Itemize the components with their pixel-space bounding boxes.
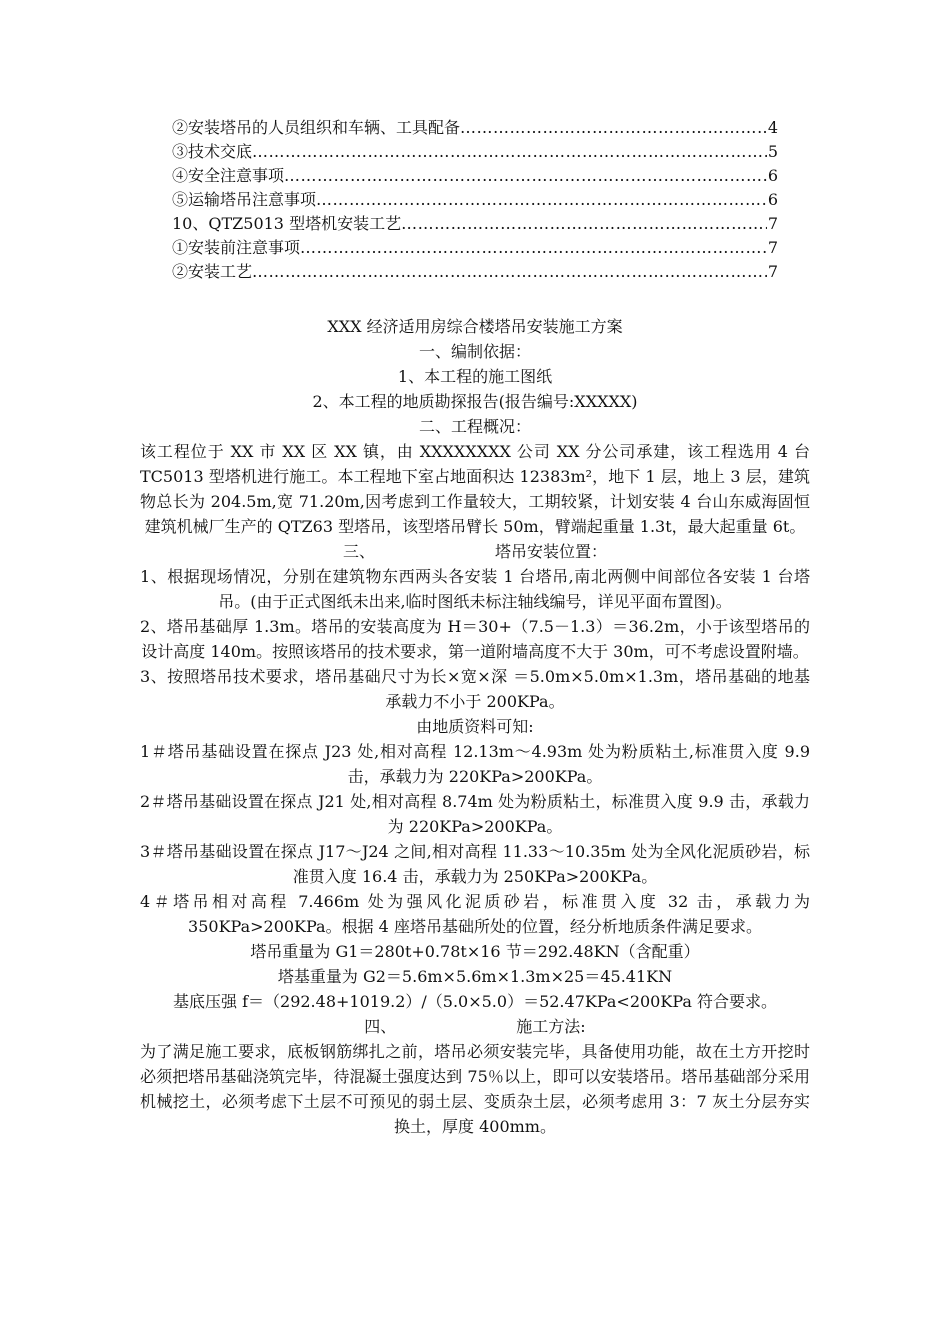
formula-line: 基底压强 f＝（292.48+1019.2）/（5.0×5.0）＝52.47KPa<200KPa 符合要求。 [173,992,777,1011]
paragraph: 3＃塔吊基础设置在探点 J17～J24 之间,相对高程 11.33～10.35m 处为全风化泥质砂岩，标准贯入度 16.4 击，承载力为 250KPa>200KPa。 [140,842,810,886]
toc-leader-dots [401,212,767,236]
toc-entry-label: ②安装塔吊的人员组织和车辆、工具配备 [172,118,461,137]
toc-leader-dots [300,236,767,260]
section-number: 三、 [342,542,375,561]
section-title: 施工方法: [516,1017,586,1036]
paragraph: 2＃塔吊基础设置在探点 J21 处,相对高程 8.74m 处为粉质粘土，标准贯入度 9.9 击，承载力为 220KPa>200KPa。 [140,792,810,836]
paragraph: 由地质资料可知: [416,717,534,736]
toc-leader-dots [252,260,767,284]
toc-entry-page: 7 [767,238,778,257]
toc-entry-page: 6 [767,190,778,209]
toc-entry-label: ⑤运输塔吊注意事项 [172,190,317,209]
toc-entry [172,212,778,236]
toc-entry-label: ①安装前注意事项 [172,238,301,257]
toc-entry [172,260,778,284]
paragraph: 4＃塔吊相对高程 7.466m 处为强风化泥质砂岩，标准贯入度 32 击，承载力为 350KPa>200KPa。根据 4 座塔吊基础所处的位置，经分析地质条件满足要求。 [140,892,810,936]
toc-entry [172,164,778,188]
section-heading: 二、工程概况： [418,417,531,436]
document-body [140,314,810,1139]
toc-entry-label: ③技术交底 [172,142,253,161]
section-title: 塔吊安装位置： [495,542,608,561]
paragraph: 1＃塔吊基础设置在探点 J23 处,相对高程 12.13m～4.93m 处为粉质粘土,标准贯入度 9.9 击，承载力为 220KPa>200KPa。 [140,742,810,786]
toc-entry-label: 10、QTZ5013 型塔机安装工艺 [172,214,402,233]
paragraph: 2、塔吊基础厚 1.3m。塔吊的安装高度为 H＝30+（7.5－1.3）＝36.2m，小于该型塔吊的设计高度 140m。按照该塔吊的技术要求，第一道附墙高度不大于 30m，可不考虑设置附墙。 [140,617,810,661]
toc-entry-label: ②安装工艺 [172,262,253,281]
section-heading: 一、编制依据： [418,342,531,361]
paragraph: 该工程位于 XX 市 XX 区 XX 镇，由 XXXXXXXX 公司 XX 分公司承建，该工程选用 4 台 TC5013 型塔机进行施工。本工程地下室占地面积达 12383m²，地下 1 层，地上 3 层，建筑物总长为 204.5m,宽 71.20m,因考虑到工作量较大，工期较紧，计划安装 4 台山东威海固恒建筑机械厂生产的 QTZ63 型塔吊，该型塔吊臂长 50m，臂端起重量 1.3t，最大起重量 6t。 [140,442,810,536]
toc-entry-page: 4 [767,118,778,137]
toc-entry [172,116,778,140]
paragraph: 2、本工程的地质勘探报告(报告编号:XXXXX) [312,392,638,411]
formula-line: 塔吊重量为 G1＝280t+0.78t×16 节＝292.48KN（含配重） [250,942,700,961]
toc-leader-dots [316,188,767,212]
toc-entry-page: 5 [767,142,778,161]
toc-leader-dots [460,116,767,140]
toc-entry-label: ④安全注意事项 [172,166,285,185]
toc-leader-dots [252,140,767,164]
toc-entry [172,140,778,164]
paragraph: 为了满足施工要求，底板钢筋绑扎之前，塔吊必须安装完毕，具备使用功能，故在土方开挖时必须把塔吊基础浇筑完毕，待混凝土强度达到 75％以上，即可以安装塔吊。塔吊基础部分采用机械挖土，必须考虑下土层不可预见的弱土层、变质杂土层，必须考虑用 3：7 灰土分层夯实换土，厚度 400mm。 [140,1042,810,1136]
section-number: 四、 [364,1017,397,1036]
toc-entry [172,236,778,260]
section-heading [140,539,810,564]
toc-entry-page: 7 [767,214,778,233]
toc-entry [172,188,778,212]
paragraph: 3、按照塔吊技术要求，塔吊基础尺寸为长×宽×深 ＝5.0m×5.0m×1.3m，塔吊基础的地基承载力不小于 200KPa。 [140,667,810,711]
toc-entry-page: 6 [767,166,778,185]
formula-line: 塔基重量为 G2＝5.6m×5.6m×1.3m×25＝45.41KN [277,967,673,986]
document-title: XXX 经济适用房综合楼塔吊安装施工方案 [327,317,623,336]
toc-leader-dots [284,164,767,188]
table-of-contents [172,116,778,284]
toc-entry-page: 7 [767,262,778,281]
section-heading [140,1014,810,1039]
paragraph: 1、根据现场情况，分别在建筑物东西两头各安装 1 台塔吊,南北两侧中间部位各安装 1 台塔吊。(由于正式图纸未出来,临时图纸未标注轴线编号，详见平面布置图)。 [140,567,810,611]
paragraph: 1、本工程的施工图纸 [397,367,553,386]
